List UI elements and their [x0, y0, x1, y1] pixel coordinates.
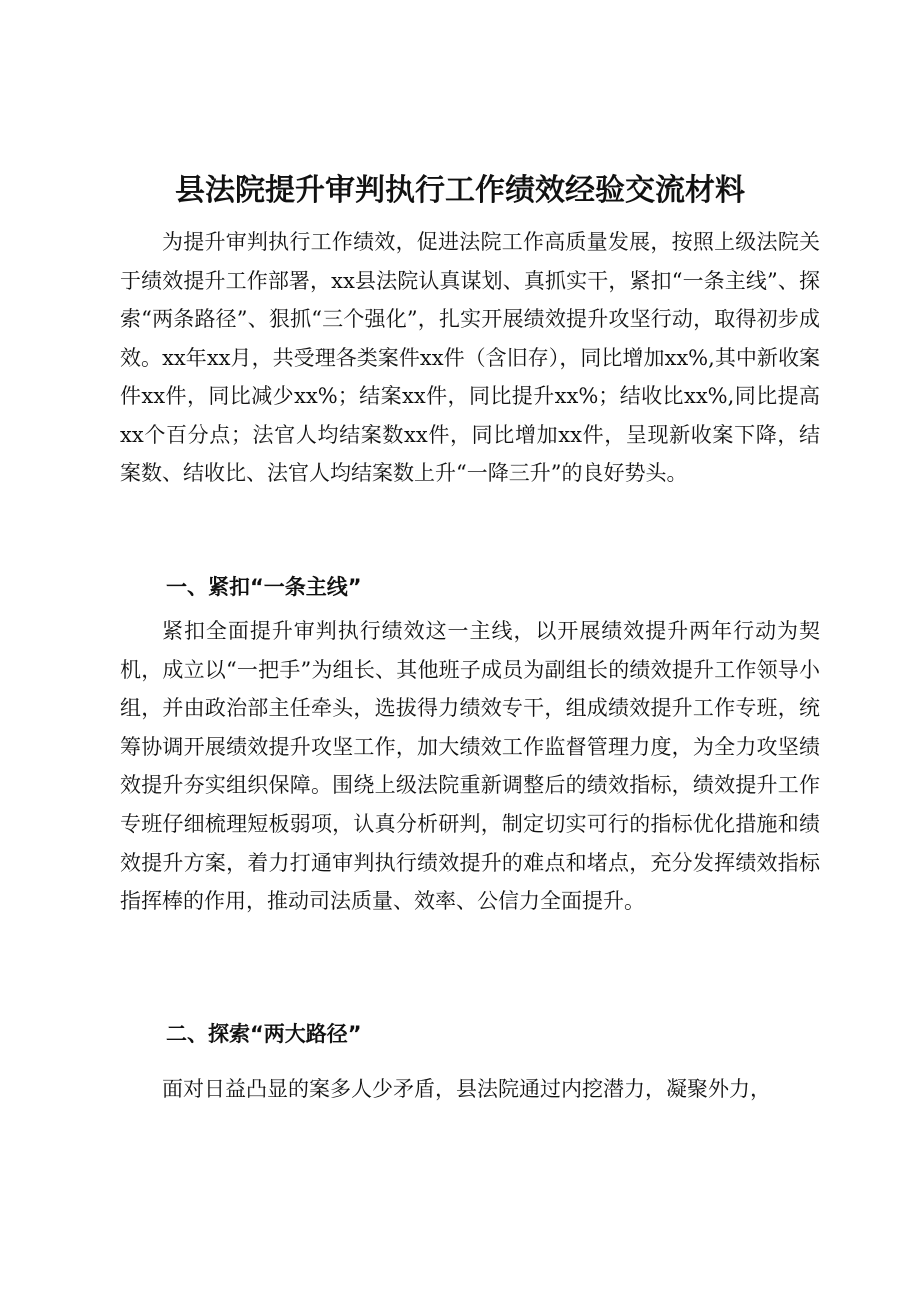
section-2-paragraph: 面对日益凸显的案多人少矛盾，县法院通过内挖潜力，凝聚外力， — [162, 1077, 771, 1101]
section-1-paragraph: 紧扣全面提升审判执行绩效这一主线，以开展绩效提升两年行动为契机，成立以“一把手”为组长、其他班子成员为副组长的绩效提升工作领导小组，并由政治部主任牵头，选拔得力绩效专干，组成绩效提升工作专班，统筹协调开展绩效提升攻坚工作，加大绩效工作监督管理力度，为全力攻坚绩效提升夯实组织保障。围绕上级法院重新调整后的绩效指标，绩效提升工作专班仔细梳理短板弱项，认真分析研判，制定切实可行的指标优化措施和绩效提升方案，着力打通审判执行绩效提升的难点和堵点，充分发挥绩效指标指挥棒的作用，推动司法质量、效率、公信力全面提升。 — [120, 619, 820, 914]
section-heading-2: 二、探索“两大路径” — [166, 1022, 362, 1046]
section-heading-1: 一、紧扣“一条主线” — [166, 575, 362, 599]
document-title: 县法院提升审判执行工作绩效经验交流材料 — [175, 173, 745, 208]
intro-paragraph: 为提升审判执行工作绩效，促进法院工作高质量发展，按照上级法院关于绩效提升工作部署，xx县法院认真谋划、真抓实干，紧扣“一条主线”、探索“两条路径”、狠抓“三个强化”，扎实开展绩效提升攻坚行动，取得初步成效。xx年xx月，共受理各类案件xx件（含旧存），同比增加xx%,其中新收案件xx件，同比减少xx%；结案xx件，同比提升xx%；结收比xx%,同比提高xx个百分点；法官人均结案数xx件，同比增加xx件，呈现新收案下降，结案数、结收比、法官人均结案数上升“一降三升”的良好势头。 — [120, 230, 820, 485]
